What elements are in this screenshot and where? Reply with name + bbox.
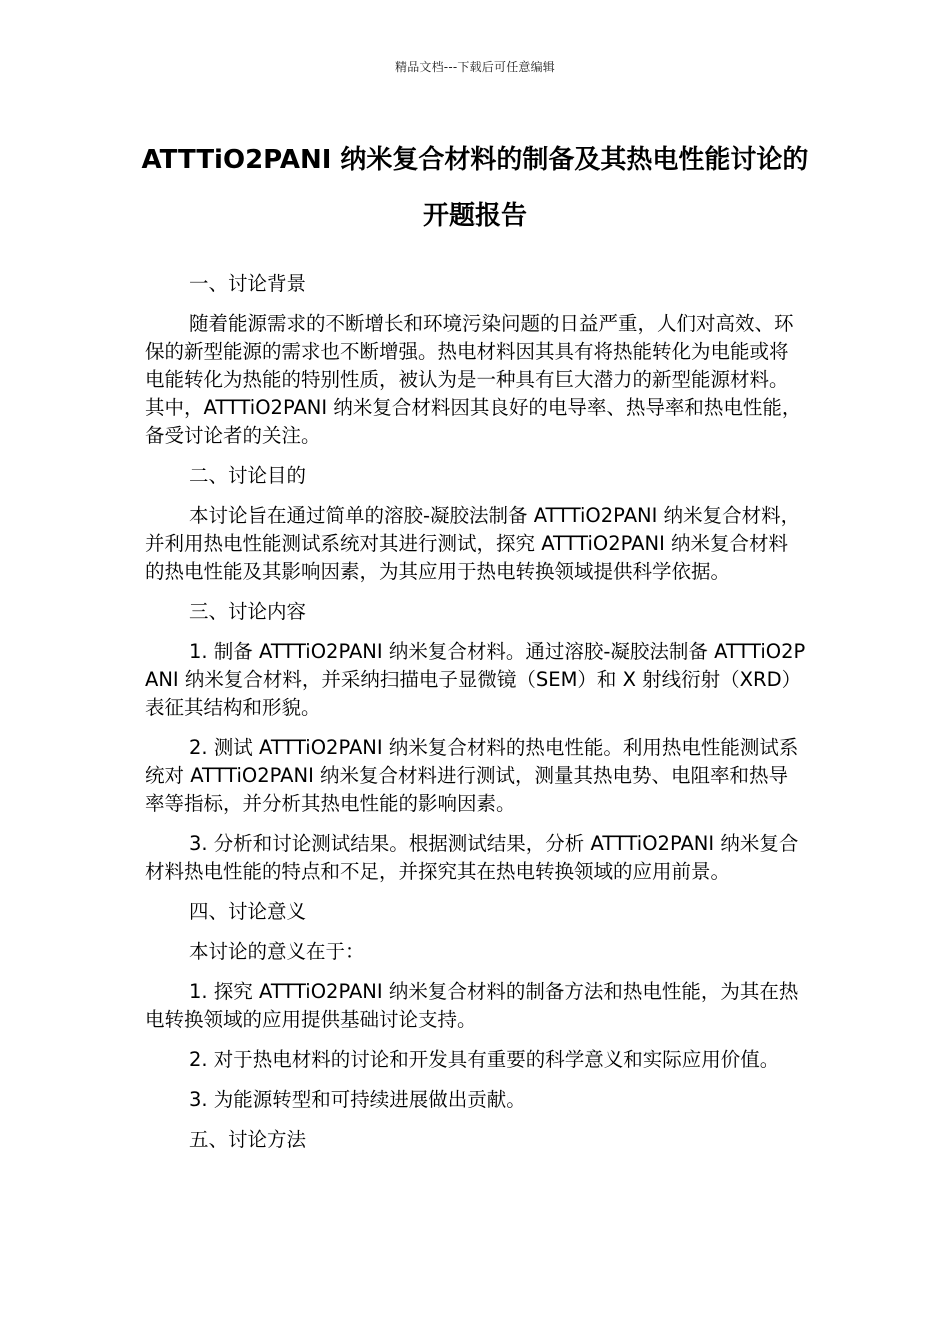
- paragraph-content-2: 2. 测试 ATTTiO2PANI 纳米复合材料的热电性能。利用热电性能测试系统对 ATTTiO2PANI 纳米复合材料进行测试，测量其热电势、电阻率和热导率等指标，并分析其热电性能的影响因素。: [145, 736, 799, 815]
- paragraph-background: 随着能源需求的不断增长和环境污染问题的日益严重，人们对高效、环保的新型能源的需求也不断增强。热电材料因其具有将热能转化为电能或将电能转化为热能的特别性质，被认为是一种具有巨大潜力的新型能源材料。其中，ATTTiO2PANI 纳米复合材料因其良好的电导率、热导率和热电性能，备受讨论者的关注。: [145, 312, 802, 447]
- paragraph-significance-3: 3. 为能源转型和可持续进展做出贡献。: [189, 1088, 526, 1111]
- section-heading-background: 一、讨论背景: [189, 272, 307, 295]
- section-heading-method: 五、讨论方法: [189, 1128, 307, 1151]
- paragraph-content-3: 3. 分析和讨论测试结果。根据测试结果，分析 ATTTiO2PANI 纳米复合材料热电性能的特点和不足，并探究其在热电转换领域的应用前景。: [145, 832, 799, 883]
- paragraph-significance-2: 2. 对于热电材料的讨论和开发具有重要的科学意义和实际应用价值。: [189, 1048, 780, 1071]
- paragraph-significance-1: 1. 探究 ATTTiO2PANI 纳米复合材料的制备方法和热电性能，为其在热电转换领域的应用提供基础讨论支持。: [145, 980, 799, 1031]
- paragraph-content-1: 1. 制备 ATTTiO2PANI 纳米复合材料。通过溶胶-凝胶法制备 ATTTiO2PANI 纳米复合材料，并采纳扫描电子显微镜（SEM）和 X 射线衍射（XRD）表征其结构和形貌。: [145, 640, 806, 719]
- header-note: 精品文档---下载后可任意编辑: [395, 60, 555, 74]
- section-heading-significance: 四、讨论意义: [189, 900, 307, 923]
- section-heading-purpose: 二、讨论目的: [189, 464, 307, 487]
- paragraph-significance-intro: 本讨论的意义在于：: [189, 940, 365, 963]
- paragraph-purpose: 本讨论旨在通过简单的溶胶-凝胶法制备 ATTTiO2PANI 纳米复合材料，并利用热电性能测试系统对其进行测试，探究 ATTTiO2PANI 纳米复合材料的热电性能及其影响因素，为其应用于热电转换领域提供科学依据。: [145, 504, 801, 583]
- document-body: [145, 270, 807, 1166]
- document-title: ATTTiO2PANI 纳米复合材料的制备及其热电性能讨论的开题报告: [141, 145, 809, 231]
- section-heading-content: 三、讨论内容: [189, 600, 307, 623]
